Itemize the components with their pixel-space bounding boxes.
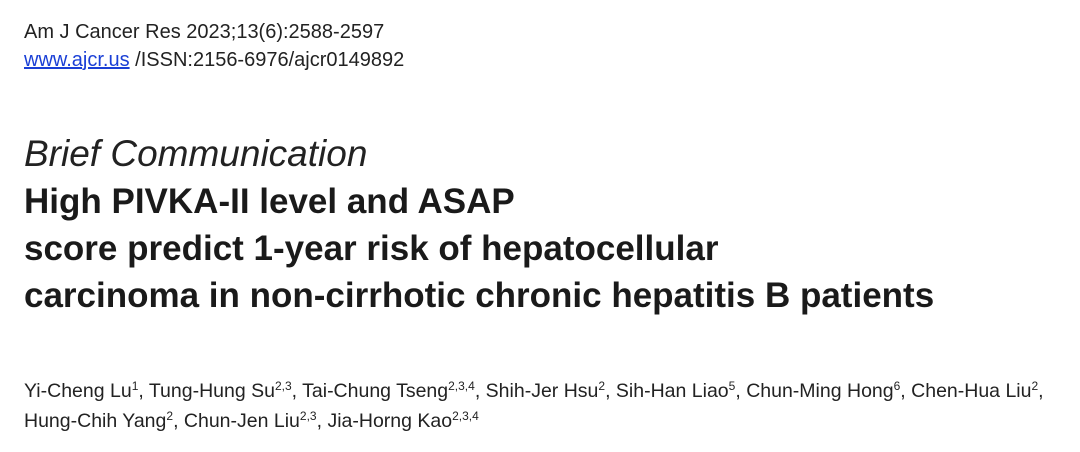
author-affiliation: 2,3,4	[452, 409, 479, 423]
author-name: Hung-Chih Yang	[24, 410, 167, 432]
issn-text: /ISSN:2156-6976/ajcr0149892	[129, 49, 405, 71]
author-name: Sih-Han Liao	[615, 380, 729, 402]
author-name: Shih-Jer Hsu	[485, 380, 599, 402]
author-affiliation: 2,3	[274, 379, 292, 393]
title-line: High PIVKA-II level and ASAP	[24, 182, 515, 221]
author-separator: ,	[474, 380, 486, 402]
author-separator: ,	[900, 380, 912, 402]
title-line: score predict 1-year risk of hepatocellular	[24, 229, 719, 268]
author-separator: ,	[173, 410, 184, 432]
title-line: carcinoma in non-cirrhotic chronic hepatitis B patients	[24, 276, 935, 315]
author-affiliation: 2,3	[299, 409, 317, 423]
author-affiliation: 5	[728, 379, 736, 393]
author-separator: ,	[735, 380, 747, 402]
journal-link-line	[24, 46, 404, 74]
article-type: Brief Communication	[24, 133, 368, 174]
journal-site-link[interactable]: www.ajcr.us	[24, 49, 130, 71]
author-name: Tai-Chung Tseng	[302, 380, 449, 402]
author-name: Chun-Jen Liu	[183, 410, 300, 432]
article-title	[24, 178, 934, 319]
author-name: Chen-Hua Liu	[911, 380, 1032, 402]
author-name: Chun-Ming Hong	[746, 380, 894, 402]
author-separator: ,	[605, 380, 616, 402]
author-affiliation: 6	[893, 379, 901, 393]
journal-citation: Am J Cancer Res 2023;13(6):2588-2597	[24, 21, 385, 43]
author-separator: ,	[1038, 380, 1044, 402]
journal-header	[24, 18, 404, 74]
author-name: Yi-Cheng Lu	[24, 380, 132, 402]
author-affiliation: 2	[166, 409, 174, 423]
author-name: Tung-Hung Su	[148, 380, 275, 402]
author-affiliation: 2	[598, 379, 606, 393]
author-separator: ,	[291, 380, 303, 402]
author-name: Jia-Horng Kao	[327, 410, 453, 432]
author-affiliation: 1	[131, 379, 139, 393]
author-separator: ,	[138, 380, 149, 402]
author-affiliation: 2	[1031, 379, 1039, 393]
author-affiliation: 2,3,4	[448, 379, 475, 393]
author-separator: ,	[316, 410, 328, 432]
author-list	[24, 376, 1064, 436]
